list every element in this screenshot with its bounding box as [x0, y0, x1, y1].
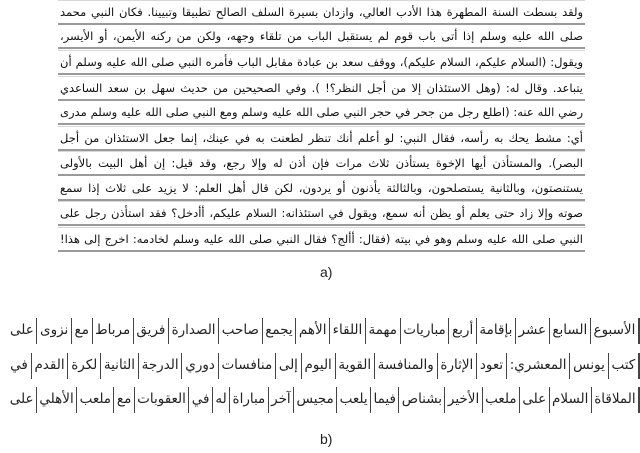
word-segment: فريق [134, 318, 169, 344]
text-line [58, 176, 585, 201]
line-text: صوته وإلا زاد حتى يعلم أو يظن أنه سمع، ويقول في استئذانه: السلام عليكم، أأدخل؟ فقد استأذن رجل على [60, 206, 583, 220]
text-line [58, 50, 585, 75]
word-segment: الملاقاة [592, 387, 639, 413]
text-line [58, 24, 585, 49]
word-segment: الدرجة [139, 353, 183, 379]
word-segment: أربع [449, 318, 476, 344]
text-line [58, 201, 585, 226]
line-text: صلى الله عليه وسلم إذا أتى باب قوم لم يستقبل الباب من تلقاء وجهه، ولكن من ركنه الأيمن، أو الأيسر، [60, 29, 583, 43]
word-segment: القدم [32, 353, 69, 379]
line-text: يتباعد. وقال له: (وهل الاستئذان إلا من أجل النظر؟! ). وفي الصحيحين من حديث سهل بن سعد الساعدي [60, 81, 583, 95]
word-segment: ملعب [483, 387, 520, 413]
word-segment: والمنافسة [375, 353, 438, 379]
line-text: النبي صلى الله عليه وسلم وهو في بيته (فقال: أألج؟ فقال النبي صلى الله عليه وسلم لخادمه: اخرج إلى هذا! [60, 232, 583, 246]
word-segment: في [189, 387, 213, 413]
word-segment: الإثارة [438, 353, 478, 379]
line-text: أي: مشط يحك به رأسه، فقال النبي: لو أعلم أنك تنظر لطعنت به في عينك، إنما جعل الاستئذان من أجل [60, 131, 583, 145]
word-segment: مباريات [401, 318, 450, 344]
word-line [0, 387, 640, 413]
word-segment: يجمع [263, 318, 297, 344]
word-segment: مهمة [366, 318, 401, 344]
word-segment: لكرة [68, 353, 101, 379]
word-segment: مع [72, 318, 93, 344]
text-line [58, 0, 585, 25]
word-segment: تعود [477, 353, 507, 379]
text-line [58, 100, 585, 125]
word-segment: اليوم [302, 353, 336, 379]
word-segment: اللقاء [330, 318, 366, 344]
panel-b-word-segmentation [0, 318, 640, 418]
panel-a-line-segmentation [58, 0, 585, 250]
word-segment: السابع [550, 318, 591, 344]
word-segment: العقوبات [135, 387, 190, 413]
word-segment: السلام [550, 387, 592, 413]
word-segment: عشر [516, 318, 550, 344]
word-segment: الأهلي [37, 387, 77, 413]
line-text: يستنصتون، وبالثانية يستصلحون، وبالثالثة يأذنون أو يردون، لكن قال أهل العلم: لا يزيد على ثلاث إذا سمع [60, 181, 583, 195]
line-text: رضي الله عنه: (اطلع رجل من جحر في حجر النبي صلى الله عليه وسلم ومع النبي صلى الله عليه وسلم مدرى [60, 105, 583, 119]
word-segment: في [7, 353, 31, 379]
word-segment: ملعب [77, 387, 114, 413]
word-segment: بشناص [399, 387, 445, 413]
word-segment: على [7, 387, 37, 413]
word-segment: الثانية [101, 353, 139, 379]
word-segment: فيما [371, 387, 399, 413]
word-segment: على [520, 387, 550, 413]
line-text: ولقد بسطت السنة المطهرة هذا الأدب العالي، وازدان بسيرة السلف الصالح تطبيقا وتبيينا. فكان النبي محمد [60, 5, 583, 19]
word-segment: المعشري: [507, 353, 570, 379]
word-segment: صاحب [219, 318, 262, 344]
word-segment: له [213, 387, 230, 413]
word-segment: آخر [269, 387, 294, 413]
word-segment: مجيس [294, 387, 337, 413]
word-segment: الأسبوع [591, 318, 639, 344]
text-line [58, 76, 585, 101]
caption-b: b) [320, 431, 333, 447]
word-segment: إلى [276, 353, 302, 379]
word-segment: نزوى [37, 318, 72, 344]
word-segment: القوية [336, 353, 375, 379]
word-segment: مباراة [230, 387, 269, 413]
text-line [58, 227, 585, 252]
word-segment: منافسات [219, 353, 276, 379]
word-line [0, 353, 640, 379]
word-segment: دوري [182, 353, 218, 379]
word-line [0, 318, 640, 344]
word-segment: على [7, 318, 37, 344]
line-text: ويقول: (السلام عليكم، السلام عليكم)، ووقف سعد بن عبادة مقابل الباب فأمره النبي صلى الله عليه وسلم أن [60, 55, 583, 69]
word-segment: يونس [570, 353, 608, 379]
word-segment: مع [114, 387, 134, 413]
line-text: البصر). والمستأذن أيها الإخوة يستأذن ثلاث مرات فإن أذن له وإلا رجع، وقد قيل: إن أهل البيت بالأولى [60, 156, 583, 170]
word-segment: مرباط [93, 318, 134, 344]
word-segment: الصدارة [169, 318, 219, 344]
text-line [58, 126, 585, 151]
caption-a: a) [320, 264, 333, 280]
text-line [58, 151, 585, 176]
word-segment: يلعب [337, 387, 371, 413]
word-segment: الأهم [296, 318, 330, 344]
word-segment: كتب [609, 353, 639, 379]
word-segment: بإقامة [477, 318, 516, 344]
word-segment: الأخير [445, 387, 482, 413]
